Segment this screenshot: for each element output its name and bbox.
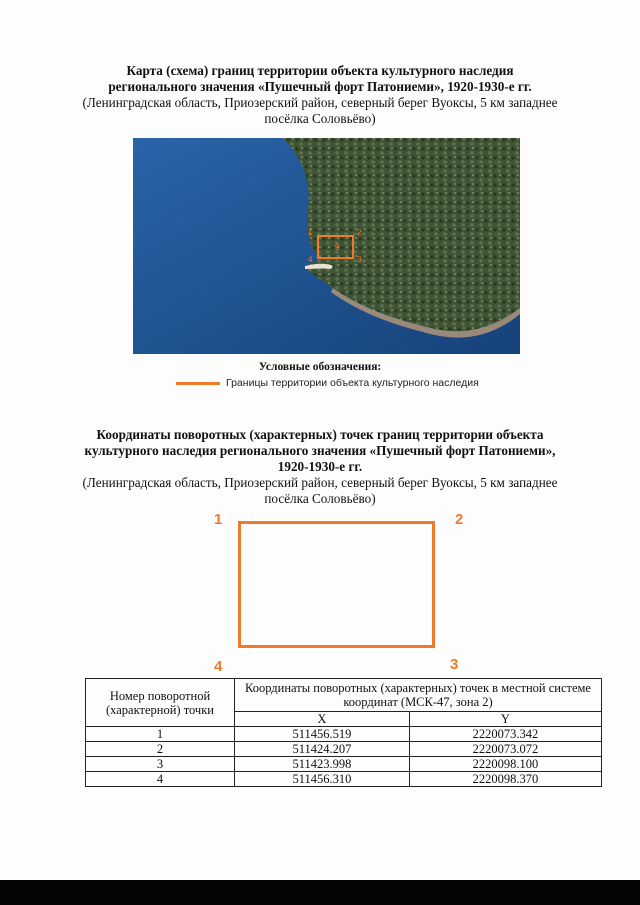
table-row — [86, 742, 602, 757]
coordinates-table — [85, 678, 602, 787]
coordinates-heading — [40, 427, 600, 507]
map-point-4: 4 — [308, 255, 313, 264]
legend-item-label: Границы территории объекта культурного наследия — [226, 377, 479, 389]
satellite-map — [133, 138, 520, 354]
scheme-label-3: 3 — [450, 656, 459, 673]
table-row — [86, 772, 602, 787]
header-y: Y — [409, 712, 601, 727]
coords-title-line3: 1920-1930-е гг. — [277, 459, 363, 474]
map-title-line2: регионального значения «Пушечный форт Патониеми», 1920-1930-е гг. — [108, 79, 532, 94]
header-x: X — [235, 712, 410, 727]
legend-title: Условные обозначения: — [258, 361, 382, 373]
coords-title-line2: культурного наследия регионального значения «Пушечный форт Патониеми», — [84, 443, 556, 458]
map-heading — [40, 63, 600, 127]
coords-title-line1: Координаты поворотных (характерных) точек границ территории объекта — [96, 427, 544, 442]
table-row — [86, 727, 602, 742]
row-point: 4 — [86, 772, 235, 787]
map-site-number: 9 — [335, 243, 340, 252]
coords-location-line2: посёлка Соловьёво) — [264, 491, 376, 506]
row-y: 2220073.342 — [409, 727, 601, 742]
scan-border — [0, 880, 640, 905]
scheme-label-4: 4 — [214, 658, 223, 675]
row-y: 2220098.100 — [409, 757, 601, 772]
boundary-scheme — [200, 505, 500, 675]
table-header-row — [86, 679, 602, 712]
header-coordinates: Координаты поворотных (характерных) точек в местной системе координат (МСК-47, зона 2) — [235, 679, 602, 712]
map-point-3: 3 — [357, 255, 362, 264]
row-point: 1 — [86, 727, 235, 742]
row-x: 511456.519 — [235, 727, 410, 742]
row-point: 2 — [86, 742, 235, 757]
row-x: 511423.998 — [235, 757, 410, 772]
row-y: 2220098.370 — [409, 772, 601, 787]
legend-item — [176, 376, 479, 390]
legend-line-swatch — [176, 382, 220, 385]
scheme-label-2: 2 — [455, 511, 464, 528]
map-point-2: 2 — [357, 228, 362, 237]
map-title-line1: Карта (схема) границ территории объекта культурного наследия — [126, 63, 514, 78]
coords-location-line1: (Ленинградская область, Приозерский район, северный берег Вуоксы, 5 км западнее — [82, 475, 558, 490]
map-point-1: 1 — [308, 228, 313, 237]
table-row — [86, 757, 602, 772]
map-location-line2: посёлка Соловьёво) — [264, 111, 376, 126]
row-x: 511456.310 — [235, 772, 410, 787]
header-point-number: Номер поворотной (характерной) точки — [86, 679, 235, 727]
row-x: 511424.207 — [235, 742, 410, 757]
scheme-label-1: 1 — [214, 511, 223, 528]
row-y: 2220073.072 — [409, 742, 601, 757]
row-point: 3 — [86, 757, 235, 772]
map-location-line1: (Ленинградская область, Приозерский район, северный берег Вуоксы, 5 км западнее — [82, 95, 558, 110]
scheme-boundary-rect — [238, 521, 435, 648]
